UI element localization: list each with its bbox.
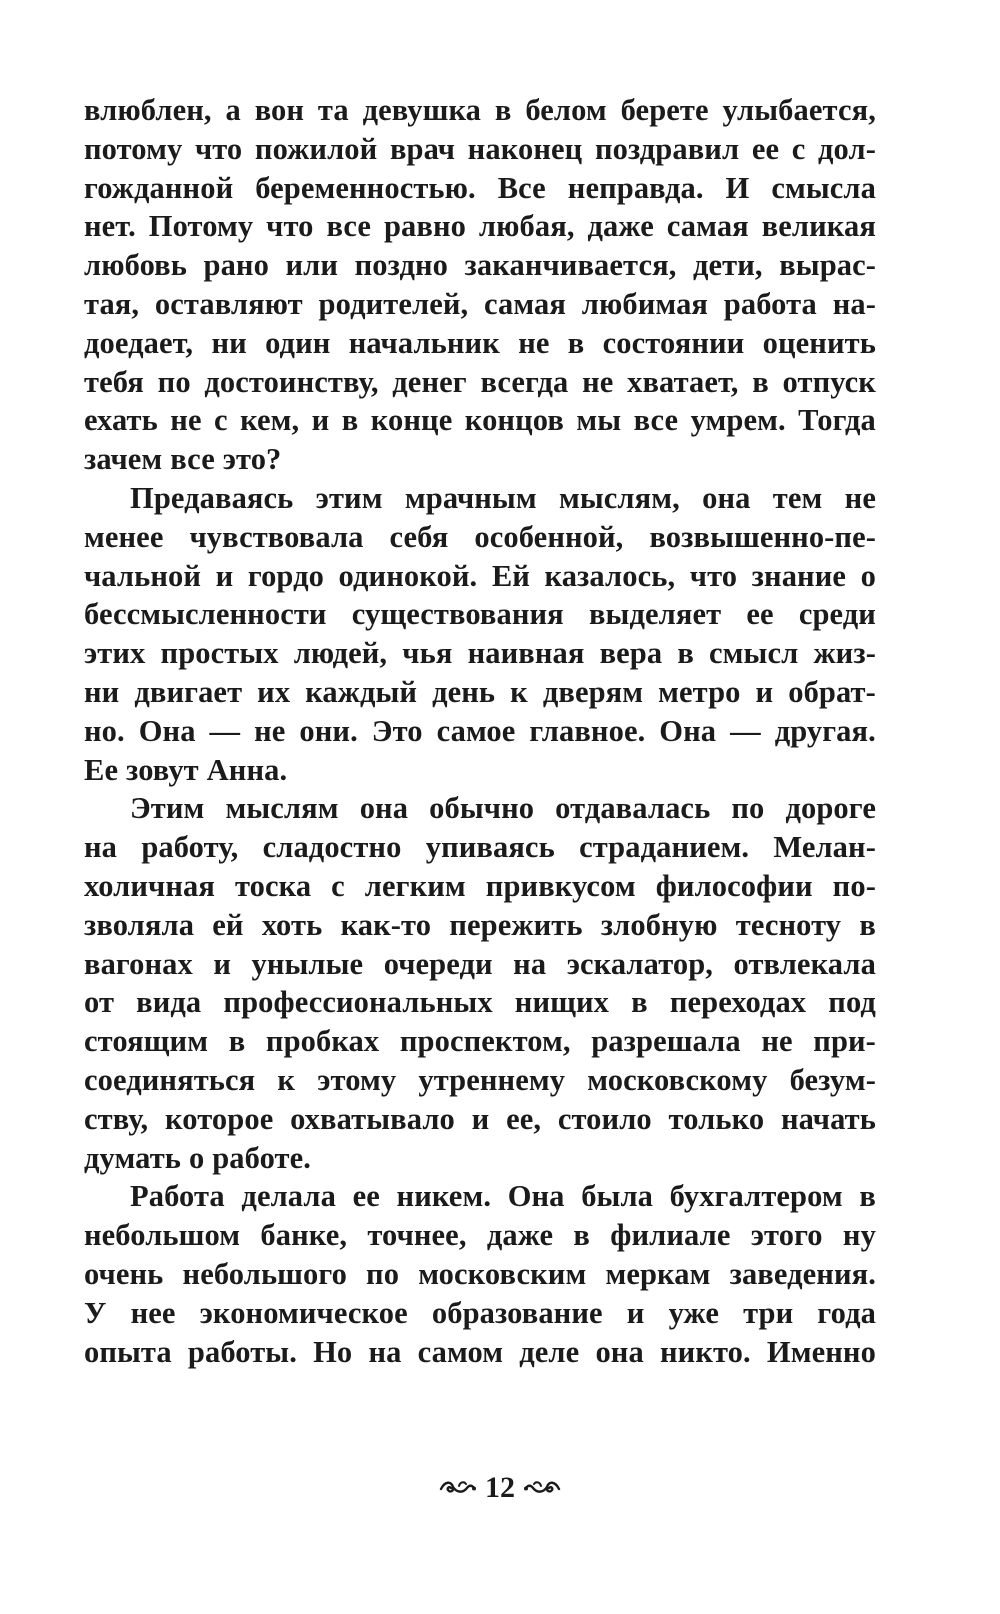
word: небольшого <box>182 1256 347 1291</box>
text-line <box>84 1139 876 1178</box>
word: не <box>844 480 876 515</box>
word: очереди <box>383 946 493 981</box>
body-text <box>84 91 876 1371</box>
word: людей, <box>293 636 388 671</box>
word: начальник <box>348 325 500 360</box>
text-line <box>84 440 876 479</box>
word: очень <box>84 1256 164 1291</box>
word: кем, <box>240 403 300 438</box>
word: которое <box>165 1101 274 1136</box>
word: — <box>209 713 241 748</box>
word: профессиональных <box>223 985 493 1020</box>
word: один <box>265 325 331 360</box>
word: нет. <box>84 209 136 244</box>
word: двигает <box>134 674 243 709</box>
text-line <box>84 1177 876 1216</box>
word: концов <box>464 403 564 438</box>
word: ни <box>211 325 247 360</box>
word: как-то <box>340 907 432 942</box>
word: на <box>84 830 118 865</box>
text-line <box>84 479 876 518</box>
word: в <box>341 403 359 438</box>
text-line <box>84 324 876 363</box>
word: бессмысленности <box>84 597 327 632</box>
word: этим <box>315 480 383 515</box>
word: поздравил <box>594 131 740 166</box>
word: унылые <box>251 946 364 981</box>
word: деле <box>519 1334 580 1369</box>
word: вырас- <box>779 248 876 283</box>
text-line <box>84 789 876 828</box>
word: состоянии <box>602 325 745 360</box>
page-number: 12 <box>485 1471 515 1504</box>
word: знание <box>751 558 847 593</box>
word: что <box>194 131 243 166</box>
word: только <box>668 1101 765 1136</box>
word: заканчивается, <box>464 248 677 283</box>
word: хоть <box>261 907 323 942</box>
word: доедает, <box>84 325 194 360</box>
text-line <box>84 246 876 285</box>
word: в <box>228 1024 246 1059</box>
text-line <box>84 751 876 790</box>
word: они. <box>299 713 358 748</box>
word: в <box>752 364 769 399</box>
word: потому <box>84 131 183 166</box>
word: и <box>311 403 330 438</box>
word: зволяла <box>84 907 195 942</box>
page-footer <box>0 1468 1000 1508</box>
word: И <box>725 170 750 205</box>
word: легким <box>364 868 466 903</box>
word: родителей, <box>318 286 469 321</box>
word: Этим <box>130 791 205 826</box>
word: самая <box>666 209 749 244</box>
word: соединяться <box>84 1062 256 1097</box>
word: Она <box>507 1179 565 1214</box>
word: хватает, <box>627 364 739 399</box>
word: не <box>761 1024 793 1059</box>
word: бухгалтером <box>669 1179 843 1214</box>
word: Мелан- <box>773 830 876 865</box>
word: главное. <box>529 713 646 748</box>
word: возвышенно-пе- <box>649 519 876 554</box>
text-line <box>84 401 876 440</box>
word: этих <box>84 636 146 671</box>
text-line <box>84 169 876 208</box>
word: о <box>188 1140 205 1175</box>
word: при- <box>813 1024 876 1059</box>
word: и <box>626 1295 645 1330</box>
word: мыслям <box>225 791 339 826</box>
word: Потому <box>148 209 254 244</box>
word: начать <box>780 1101 876 1136</box>
text-line <box>84 867 876 906</box>
word: она <box>359 791 409 826</box>
word: работу, <box>141 830 239 865</box>
word: нее <box>130 1295 176 1330</box>
word: менее <box>84 519 164 554</box>
word: все <box>326 209 372 244</box>
word: под <box>828 985 876 1020</box>
word: простых <box>160 636 279 671</box>
word: утреннему <box>418 1062 566 1097</box>
word: наивная <box>467 636 585 671</box>
word: всегда <box>480 364 569 399</box>
text-line <box>84 906 876 945</box>
text-line <box>84 1061 876 1100</box>
word: тая, <box>84 286 140 321</box>
word: ей <box>212 907 244 942</box>
word: девушка <box>362 93 482 127</box>
word: одинокой. <box>338 558 478 593</box>
word: что <box>689 558 738 593</box>
word: умрем. <box>690 403 786 438</box>
word: Тогда <box>798 403 876 438</box>
word: Предаваясь <box>130 480 294 515</box>
word: она <box>595 1334 644 1369</box>
text-line <box>84 595 876 634</box>
word: на- <box>832 286 876 321</box>
word: три <box>743 1295 794 1330</box>
word: года <box>817 1295 876 1330</box>
word: дети, <box>693 248 763 283</box>
word: с <box>331 868 345 903</box>
word: ехать <box>84 403 158 438</box>
word: Но <box>313 1334 353 1369</box>
word: себя <box>389 519 449 554</box>
word: существования <box>351 597 564 632</box>
word: образование <box>431 1295 603 1330</box>
word: равно <box>383 209 466 244</box>
word: о <box>860 558 876 593</box>
text-line <box>84 363 876 402</box>
word: самом <box>417 1334 504 1369</box>
text-line <box>84 518 876 557</box>
text-line <box>84 1333 876 1372</box>
text-line <box>84 1255 876 1294</box>
word: все <box>170 442 215 477</box>
word: жиз- <box>813 636 876 671</box>
text-line <box>84 983 876 1022</box>
word: тебя <box>84 364 144 399</box>
word: уже <box>668 1295 719 1330</box>
word: в <box>859 907 876 942</box>
text-line <box>84 673 876 712</box>
word: каждый <box>305 674 418 709</box>
word: точнее, <box>367 1218 467 1253</box>
word: упиваясь <box>425 830 555 865</box>
word: делала <box>241 1179 336 1214</box>
word: день <box>432 674 496 709</box>
word: сладостно <box>262 830 402 865</box>
word: дороге <box>785 791 876 826</box>
word: работы. <box>187 1334 297 1369</box>
word: ее <box>751 131 780 166</box>
word: Это <box>371 713 423 748</box>
word: все <box>633 403 679 438</box>
word: безум- <box>789 1062 876 1097</box>
word: ну <box>842 1218 876 1253</box>
word: чувствовала <box>189 519 364 554</box>
word: конце <box>370 403 453 438</box>
word: любимая <box>581 286 709 321</box>
word: ни <box>84 674 120 709</box>
word: чальной <box>84 558 202 593</box>
word: пробках <box>265 1024 380 1059</box>
word: отвлекала <box>733 946 876 981</box>
word: Она <box>138 713 196 748</box>
word: метро <box>658 674 741 709</box>
text-line <box>84 634 876 673</box>
word: филиале <box>610 1218 731 1253</box>
text-line <box>84 91 876 130</box>
word: нищих <box>514 985 610 1020</box>
text-line <box>84 945 876 984</box>
word: денег <box>392 364 467 399</box>
word: врач <box>389 131 456 166</box>
word: небольшом <box>84 1218 241 1253</box>
word: Работа <box>130 1179 225 1214</box>
word: философии <box>655 868 813 903</box>
word: самое <box>436 713 516 748</box>
word: на <box>513 946 547 981</box>
word: тесноту <box>735 907 842 942</box>
word: вера <box>599 636 663 671</box>
word: не <box>170 403 202 438</box>
word: мыслям, <box>559 480 680 515</box>
word: в <box>567 325 585 360</box>
word: вагонах <box>84 946 193 981</box>
word: это? <box>222 442 282 477</box>
word: холичная <box>84 868 215 903</box>
word: неправда. <box>567 170 704 205</box>
word: вида <box>136 985 202 1020</box>
word: берете <box>620 93 709 127</box>
word: ству, <box>84 1101 149 1136</box>
word: пожилой <box>254 131 378 166</box>
word: рано <box>203 248 269 283</box>
word: эскалатор, <box>566 946 714 981</box>
word: банке, <box>260 1218 348 1253</box>
text-line <box>84 1294 876 1333</box>
word: обрат- <box>788 674 876 709</box>
word: гожданной <box>84 170 234 205</box>
word: отпуск <box>782 364 876 399</box>
word: страданием. <box>579 830 750 865</box>
ornament-left-icon <box>439 1477 477 1499</box>
word: беременностью. <box>255 170 476 205</box>
word: тоска <box>234 868 312 903</box>
word: Она <box>659 713 717 748</box>
word: не <box>254 713 286 748</box>
word: никем. <box>396 1179 492 1214</box>
word: смысла <box>771 170 876 205</box>
word: зовут <box>126 752 199 787</box>
word: в <box>631 985 648 1020</box>
word: великая <box>761 209 876 244</box>
word: смысл <box>709 636 799 671</box>
word: к <box>510 674 528 709</box>
word: даже <box>486 1218 554 1253</box>
word: и <box>471 1101 490 1136</box>
word: ее <box>352 1179 380 1214</box>
word: стоило <box>557 1101 652 1136</box>
word: к <box>277 1062 296 1097</box>
word: гордо <box>247 558 324 593</box>
word: московским <box>418 1256 587 1291</box>
word: в <box>494 93 512 127</box>
word: влюблен, <box>84 93 212 127</box>
text-line <box>84 285 876 324</box>
text-line <box>84 1216 876 1255</box>
word: другая. <box>774 713 876 748</box>
word: мы <box>576 403 622 438</box>
word: любовь <box>84 248 187 283</box>
word: поздно <box>354 248 448 283</box>
word: охватывало <box>290 1101 455 1136</box>
word: этому <box>317 1062 397 1097</box>
word: она <box>702 480 751 515</box>
word: особенной, <box>474 519 624 554</box>
word: думать <box>84 1140 182 1175</box>
text-line <box>84 1100 876 1139</box>
text-line <box>84 712 876 751</box>
word: и <box>755 674 774 709</box>
word: зачем <box>84 442 163 477</box>
word: тем <box>772 480 823 515</box>
word: пережить <box>449 907 583 942</box>
word: ее, <box>506 1101 542 1136</box>
word: или <box>285 248 339 283</box>
word: мрачным <box>404 480 537 515</box>
word: наконец <box>467 131 583 166</box>
word: московскому <box>587 1062 768 1097</box>
word: У <box>84 1295 107 1330</box>
word: от <box>84 985 115 1020</box>
word: в <box>677 636 694 671</box>
word: и <box>215 558 234 593</box>
word: по- <box>832 868 876 903</box>
word: Ей <box>491 558 530 593</box>
word: улыбается, <box>722 93 876 127</box>
word: не <box>582 364 614 399</box>
word: их <box>257 674 291 709</box>
word: в <box>573 1218 590 1253</box>
word: Анна. <box>206 752 288 787</box>
word: этого <box>750 1218 823 1253</box>
word: но. <box>84 713 125 748</box>
word: была <box>581 1179 654 1214</box>
word: любая, <box>478 209 575 244</box>
word: оценить <box>762 325 876 360</box>
word: по <box>366 1256 400 1291</box>
word: злобную <box>600 907 718 942</box>
word: казалось, <box>544 558 676 593</box>
word: что <box>266 209 314 244</box>
word: отдавалась <box>555 791 711 826</box>
word: — <box>730 713 761 748</box>
word: разрешала <box>591 1024 741 1059</box>
word: экономическое <box>199 1295 408 1330</box>
word: а <box>225 93 241 127</box>
word: оставляют <box>154 286 303 321</box>
word: выделяет <box>588 597 722 632</box>
word: среди <box>798 597 876 632</box>
word: Именно <box>766 1334 876 1369</box>
word: переходах <box>669 985 807 1020</box>
word: даже <box>587 209 654 244</box>
word: дол- <box>818 131 876 166</box>
word: стоящим <box>84 1024 209 1059</box>
word: на <box>368 1334 402 1369</box>
word: чья <box>402 636 453 671</box>
text-line <box>84 207 876 246</box>
word: по <box>157 364 191 399</box>
word: не <box>518 325 550 360</box>
word: в <box>859 1179 876 1214</box>
word: ее <box>746 597 774 632</box>
word: с <box>214 403 228 438</box>
word: достоинству, <box>204 364 379 399</box>
word: работа <box>723 286 817 321</box>
text-line <box>84 130 876 169</box>
text-line <box>84 1022 876 1061</box>
word: привкусом <box>485 868 636 903</box>
word: работе. <box>212 1140 311 1175</box>
word: вон <box>254 93 305 127</box>
word: Ее <box>84 752 119 787</box>
word: та <box>317 93 349 127</box>
text-line <box>84 557 876 596</box>
word: по <box>731 791 765 826</box>
word: белом <box>525 93 607 127</box>
word: никто. <box>659 1334 751 1369</box>
ornament-right-icon <box>523 1477 561 1499</box>
word: заведения. <box>729 1256 876 1291</box>
word: самая <box>484 286 566 321</box>
word: меркам <box>605 1256 711 1291</box>
word: дверям <box>542 674 644 709</box>
word: Все <box>497 170 546 205</box>
word: проспектом, <box>399 1024 571 1059</box>
word: опыта <box>84 1334 172 1369</box>
word: с <box>791 131 806 166</box>
text-line <box>84 828 876 867</box>
word: и <box>213 946 232 981</box>
word: обычно <box>429 791 535 826</box>
